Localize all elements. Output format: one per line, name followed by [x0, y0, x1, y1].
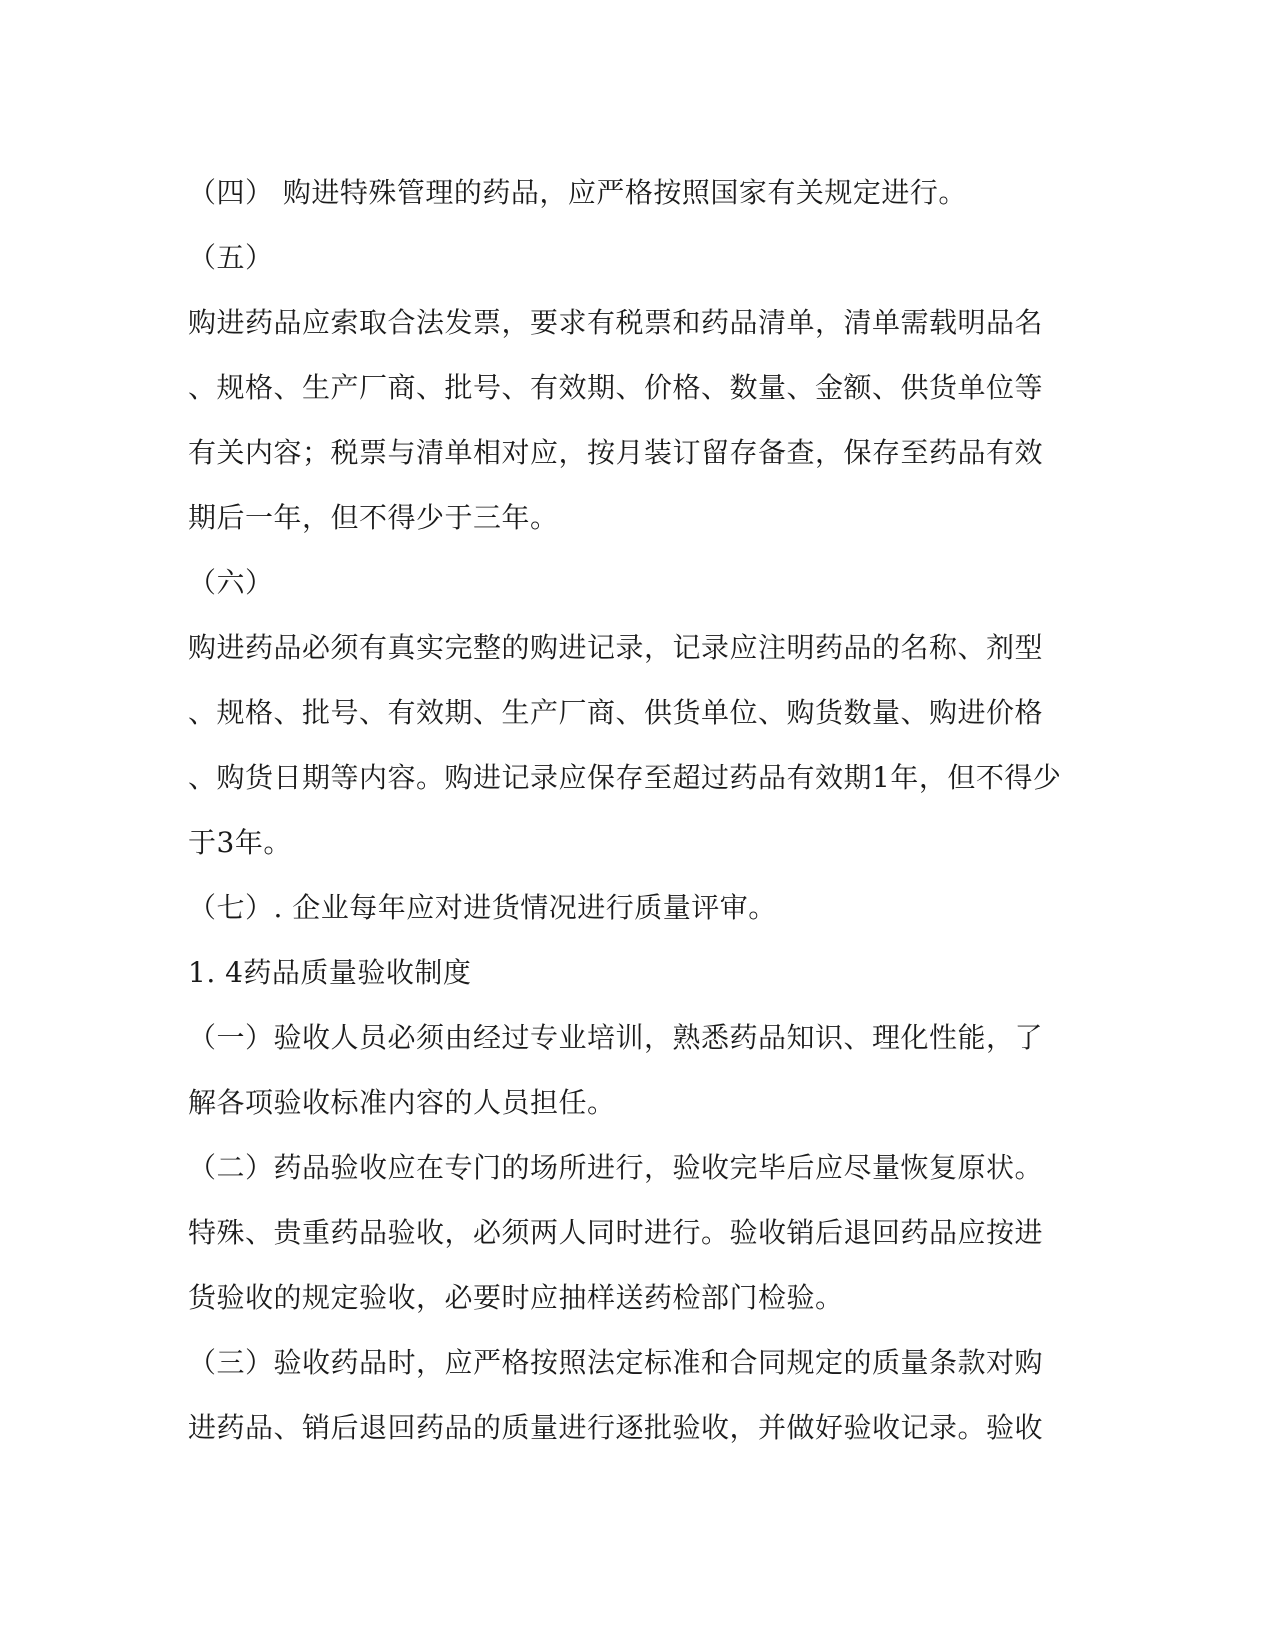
text-line: （四） 购进特殊管理的药品，应严格按照国家有关规定进行。 — [188, 176, 967, 209]
document-body — [188, 160, 1088, 1460]
text-line: 期后一年，但不得少于三年。 — [188, 501, 559, 534]
text-line: 购进药品必须有真实完整的购进记录，记录应注明药品的名称、剂型 — [188, 631, 1044, 664]
text-line: 货验收的规定验收，必要时应抽样送药检部门检验。 — [188, 1281, 844, 1314]
text-line: 、购货日期等内容。购进记录应保存至超过药品有效期1年，但不得少 — [188, 761, 1062, 794]
text-line: 进药品、销后退回药品的质量进行逐批验收，并做好验收记录。验收 — [188, 1411, 1044, 1444]
text-line: （二）药品验收应在专门的场所进行，验收完毕后应尽量恢复原状。 — [188, 1151, 1044, 1184]
text-line: （五） — [188, 241, 274, 274]
text-line: 购进药品应索取合法发票，要求有税票和药品清单，清单需载明品名 — [188, 306, 1044, 339]
text-line: （三）验收药品时，应严格按照法定标准和合同规定的质量条款对购 — [188, 1346, 1044, 1379]
text-line: 、规格、生产厂商、批号、有效期、价格、数量、金额、供货单位等 — [188, 371, 1044, 404]
text-line: 有关内容；税票与清单相对应，按月装订留存备查，保存至药品有效 — [188, 436, 1044, 469]
text-line: （七）. 企业每年应对进货情况进行质量评审。 — [188, 891, 777, 924]
text-line: 特殊、贵重药品验收，必须两人同时进行。验收销后退回药品应按进 — [188, 1216, 1044, 1249]
text-line: 、规格、批号、有效期、生产厂商、供货单位、购货数量、购进价格 — [188, 696, 1044, 729]
section-heading: 1. 4药品质量验收制度 — [188, 956, 472, 989]
text-line: 于3年。 — [188, 826, 292, 859]
text-line: 解各项验收标准内容的人员担任。 — [188, 1086, 616, 1119]
text-line: （一）验收人员必须由经过专业培训，熟悉药品知识、理化性能，了 — [188, 1021, 1044, 1054]
text-line: （六） — [188, 566, 274, 599]
